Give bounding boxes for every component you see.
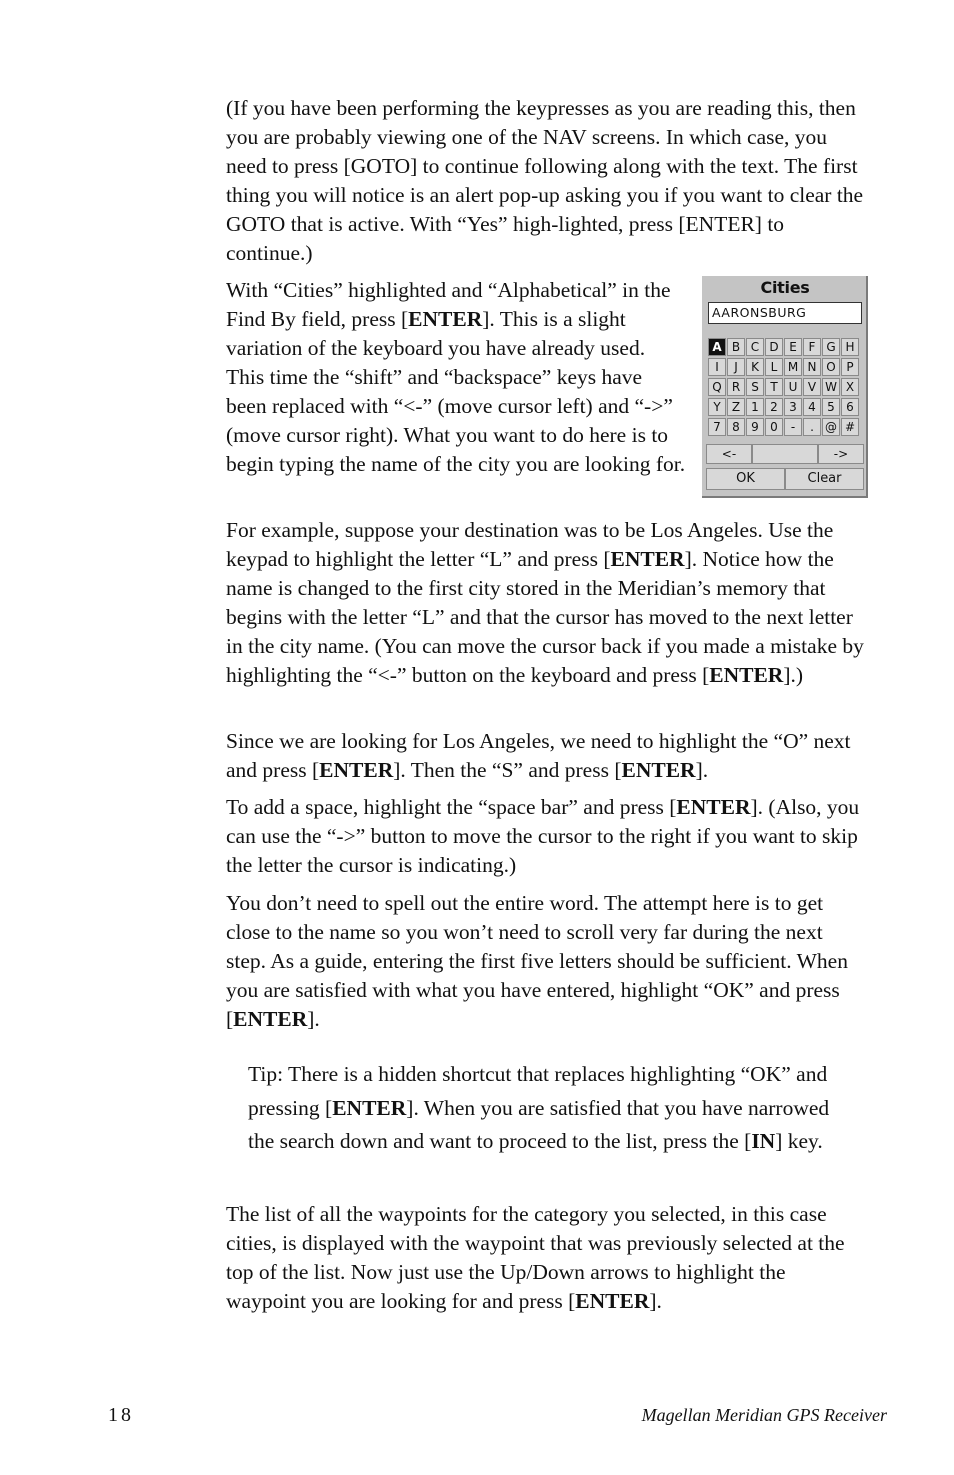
running-footer-title: Magellan Meridian GPS Receiver — [641, 1405, 887, 1425]
cursor-row — [706, 444, 864, 464]
key-13: N — [803, 358, 821, 376]
key-4: E — [784, 338, 802, 356]
key-19: T — [765, 378, 783, 396]
paragraph-space: To add a space, highlight the “space bar” and press [ENTER]. (Also, you can use the “->” button to move the cursor to the right if you want to skip the letter the cursor is indicating.) — [226, 795, 860, 877]
space-bar-key — [752, 444, 818, 464]
clear-key: Clear — [785, 468, 864, 490]
paragraph-los-angeles: Since we are looking for Los Angeles, we need to highlight the “O” next and press [ENTER]. Then the “S” and press [ENTER]. — [226, 729, 851, 782]
key-32: 7 — [708, 418, 726, 436]
action-row — [706, 468, 864, 490]
key-9: J — [727, 358, 745, 376]
cities-keyboard-screen — [702, 276, 868, 498]
key-27: 2 — [765, 398, 783, 416]
key-16: Q — [708, 378, 726, 396]
key-26: 1 — [746, 398, 764, 416]
key-39: # — [841, 418, 859, 436]
key-38: @ — [822, 418, 840, 436]
paragraph-spelling: You don’t need to spell out the entire word. The attempt here is to get close to the name so you won’t need to scroll very far during the next step. As a guide, entering the first five letters should be sufficient. When you are satisfied with what you have entered, highlight “OK” and press [ENTER]. — [226, 891, 848, 1031]
key-24: Y — [708, 398, 726, 416]
page-number: 18 — [108, 1404, 134, 1426]
cursor-left-key: <- — [706, 444, 752, 464]
key-18: S — [746, 378, 764, 396]
key-12: M — [784, 358, 802, 376]
key-22: W — [822, 378, 840, 396]
ok-key: OK — [706, 468, 785, 490]
key-35: 0 — [765, 418, 783, 436]
key-23: X — [841, 378, 859, 396]
key-36: - — [784, 418, 802, 436]
key-8: I — [708, 358, 726, 376]
key-21: V — [803, 378, 821, 396]
key-15: P — [841, 358, 859, 376]
key-11: L — [765, 358, 783, 376]
key-1: B — [727, 338, 745, 356]
key-34: 9 — [746, 418, 764, 436]
cursor-right-key: -> — [818, 444, 864, 464]
device-title: Cities — [760, 278, 810, 297]
key-3: D — [765, 338, 783, 356]
key-14: O — [822, 358, 840, 376]
keyboard-grid — [708, 338, 859, 436]
key-20: U — [784, 378, 802, 396]
key-5: F — [803, 338, 821, 356]
tip-paragraph: Tip: There is a hidden shortcut that replaces highlighting “OK” and pressing [ENTER]. When you are satisfied that you have narrowed the search down and want to proceed to the list, press the [IN] key. — [248, 1062, 830, 1153]
key-29: 4 — [803, 398, 821, 416]
paragraph-cities: With “Cities” highlighted and “Alphabetical” in the Find By field, press [ENTER]. This is a slight variation of the keyboard you have already used. This time the “shift” and “backspace” keys have been replaced with “<-” (move cursor left) and “->” (move cursor right). What you want to do here is to begin typing the name of the city you are looking for. — [226, 278, 686, 476]
paragraph-intro: (If you have been performing the keypresses as you are reading this, then you are probably viewing one of the NAV screens. In which case, you need to press [GOTO] to continue following along with the text. The first thing you will notice is an alert pop-up asking you if you want to clear the GOTO that is active. With “Yes” high-lighted, press [ENTER] to continue.) — [226, 96, 864, 265]
key-28: 3 — [784, 398, 802, 416]
paragraph-example: For example, suppose your destination was to be Los Angeles. Use the keypad to highlight the letter “L” and press [ENTER]. Notice how the name is changed to the first city stored in the Meridian’s memory that begins with the letter “L” and that the cursor has moved to the next letter in the city name. (You can move the cursor back if you made a mistake by highlighting the “<-” button on the keyboard and press [ENTER].) — [226, 518, 864, 687]
key-31: 6 — [841, 398, 859, 416]
key-33: 8 — [727, 418, 745, 436]
key-6: G — [822, 338, 840, 356]
key-37: . — [803, 418, 821, 436]
paragraph-waypoint-list: The list of all the waypoints for the category you selected, in this case cities, is displayed with the waypoint that was previously selected at the top of the list. Now just use the Up/Down arrows to highlight the waypoint you are looking for and press [ENTER]. — [226, 1202, 845, 1313]
key-10: K — [746, 358, 764, 376]
key-7: H — [841, 338, 859, 356]
key-0: A — [708, 338, 726, 356]
key-17: R — [727, 378, 745, 396]
city-name-field: AARONSBURG — [708, 302, 862, 324]
key-25: Z — [727, 398, 745, 416]
key-30: 5 — [822, 398, 840, 416]
key-2: C — [746, 338, 764, 356]
